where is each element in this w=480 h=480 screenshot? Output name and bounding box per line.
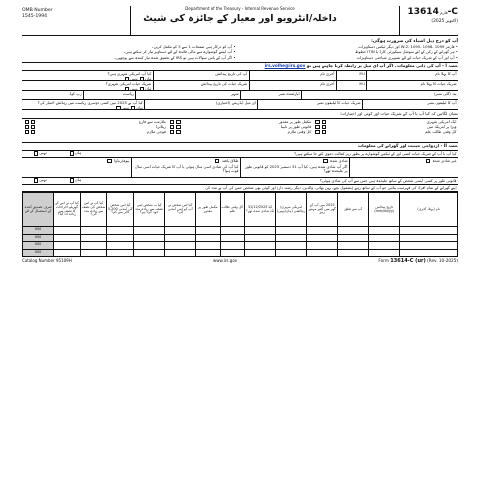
table-cell[interactable] (400, 242, 458, 250)
instruction-line: • فارمز W-2، 1095، 1098، 1099 اور دیگر ٹیکس دستاویزات (358, 44, 458, 50)
table-cell[interactable] (107, 234, 134, 242)
question-text: قانونی طور پر کسی ایسی شخص کے ساتھ علیحدہ ہیں جس سے آپ کی شادی ہوئی؟ (319, 177, 457, 183)
form-ref-prefix: Form (378, 257, 389, 263)
table-cell[interactable] (107, 227, 134, 235)
table-cell[interactable] (80, 234, 107, 242)
table-cell[interactable] (220, 249, 244, 257)
household-table (22, 192, 458, 257)
column-header: کل وقتی طالب علم (220, 193, 244, 227)
apartment-field[interactable]: اپارٹمنٹ نمبر (240, 91, 301, 99)
email-field[interactable]: ای میل ایڈریس (اختیاری) (144, 100, 257, 109)
column-header: نام (پہلا، آخری) (400, 193, 458, 227)
table-cell[interactable] (369, 242, 400, 250)
divorced-option (131, 158, 240, 177)
you-checkbox[interactable] (176, 120, 180, 124)
spouse-middle-initial-field[interactable]: M.I (336, 81, 367, 90)
question-row (22, 178, 458, 185)
column-header: کیا آپ نے اس شخص کی نصف سے زیادہ مدد کی؟ (80, 193, 107, 227)
option-label: کل وقتی ملازم (287, 129, 312, 135)
table-cell[interactable] (400, 227, 458, 235)
table-cell[interactable] (80, 242, 107, 250)
table-cell[interactable] (338, 249, 369, 257)
column-header: کیا اس شخص نے آپ کو اپنی آمدنی کی؟ (165, 193, 196, 227)
contact-row (22, 100, 458, 110)
answer-group: ہاں نہیں (22, 151, 92, 157)
part2-bar: حصہ II - ازدواجی حیثیت اور گھرانے کی معلومات (22, 143, 458, 151)
question-row (22, 151, 458, 158)
you-checkbox[interactable] (322, 130, 326, 134)
instruction-line: • اگر آپ کے پاس سوالات ہیں تو IRS کے تحقیق شدہ تیار کنندہ سے پوچھیں۔ (113, 54, 236, 60)
table-cell[interactable] (220, 227, 244, 235)
table-cell[interactable] (220, 234, 244, 242)
table-cell[interactable] (196, 234, 220, 242)
header-center (140, 7, 340, 24)
name-row (22, 71, 458, 81)
yes-checkbox[interactable] (140, 87, 144, 91)
column-header: کیا اس شخص کی آمدنی 5,200 ڈالر سے کم؟ (107, 193, 134, 227)
form-title: داخلہ/انٹرویو اور معیار کے جائزہ کی شیٹ (143, 12, 337, 24)
you-checkbox[interactable] (176, 130, 180, 134)
form-ref-number: 13614-C (ur) (390, 257, 426, 264)
irs-website: www.irs.gov (212, 257, 238, 263)
form-header (22, 6, 458, 36)
table-cell[interactable] (165, 242, 196, 250)
form-label: فارم (440, 10, 448, 15)
citizen-question: کیا آپ امریکی شہری ہیں؟ (107, 71, 152, 77)
option-label: کل وقتی طالب علم (425, 129, 457, 135)
spouse-birth-date-field[interactable]: شریک حیات کی تاریخ پیدائش (153, 81, 249, 90)
yes-label: ہاں (145, 75, 152, 81)
form-ref-revision: (Rev. 10-2025) (427, 257, 458, 263)
irs-email-link[interactable]: irs.volhe@irs.gov (264, 63, 306, 69)
address-row (22, 91, 458, 100)
omb-number: 1545-1994 (22, 13, 48, 19)
household-intro: اپنے گھرانے کے تمام افراد کی فہرست بنائیں جو آپ کے ساتھ رہے (بشمول بچے، بہن بھائی، والدین، دیگر رشتہ دار) اور کوئی بھی شخص جس کی آپ نے مدد کی (22, 185, 458, 192)
instructions (22, 36, 458, 63)
column-header: آپ سے تعلق (338, 193, 369, 227)
widowed-label: بیوہ/رنڈوا (114, 157, 130, 163)
table-cell[interactable] (54, 227, 81, 235)
form-reference (378, 259, 458, 265)
spouse-checkbox[interactable] (170, 125, 174, 129)
column-header: صرف تصدیق کنندہ کے استعمال کے لئے (23, 193, 54, 227)
verifier-cell: 000 (23, 234, 54, 242)
table-cell[interactable] (134, 249, 165, 257)
column-header: کیا یہ شخص اپنی نصف سے زیادہ مدد خود کرتا ہے؟ (134, 193, 165, 227)
table-cell[interactable] (244, 242, 275, 250)
header-divider-left (130, 6, 131, 35)
table-cell[interactable] (338, 227, 369, 235)
divorced-checkbox[interactable] (215, 159, 219, 163)
form-revision: (اکتوبر 2025) (431, 19, 458, 25)
no-label: نہیں (130, 75, 138, 81)
married-label: شادی شدہ (329, 157, 348, 163)
spouse-citizen-question: شریک حیات امریکی شہری؟ (105, 81, 152, 87)
no-checkbox[interactable] (34, 151, 38, 155)
you-checkbox[interactable] (176, 125, 180, 129)
table-cell[interactable] (80, 227, 107, 235)
table-cell[interactable] (276, 234, 307, 242)
yes-checkbox[interactable] (131, 106, 135, 110)
verifier-cell: 000 (23, 249, 54, 257)
spouse-checkbox[interactable] (25, 130, 29, 134)
omb-block (22, 8, 53, 19)
single-label: غیر شادی شدہ (432, 157, 457, 163)
form-number: 13614-C (407, 7, 458, 17)
you-checkbox[interactable] (322, 125, 326, 129)
yes-checkbox[interactable] (70, 178, 74, 182)
table-cell[interactable] (107, 249, 134, 257)
table-cell[interactable] (307, 242, 338, 250)
table-cell[interactable] (338, 234, 369, 242)
other-state-field (22, 100, 144, 109)
column-header: 2025 میں آپ کے گھر میں کتنے مہینے رہے (307, 193, 338, 227)
state-field[interactable]: ریاست (83, 91, 135, 99)
married-option (240, 158, 349, 177)
spouse-checkbox[interactable] (315, 125, 319, 129)
catalog-number: Catalog Number 95109H (22, 257, 72, 263)
option-label: قانونی طور پر نابینا (280, 123, 312, 129)
column-header: کیا آپ نے اس کے گھریلو اخراجات کا نصف سے زیادہ ادا کیا؟ (54, 193, 81, 227)
table-cell[interactable] (307, 227, 338, 235)
table-cell[interactable] (307, 249, 338, 257)
marital-status-row (22, 158, 458, 178)
table-cell[interactable] (165, 234, 196, 242)
divorced-label: طلاق یافتہ (221, 157, 239, 163)
column-header: کیا 31/12/2025 تک شادی شدہ تھے؟ (244, 193, 275, 227)
table-row (23, 249, 458, 257)
no-label: نہیں (130, 85, 138, 91)
table-cell[interactable] (276, 227, 307, 235)
phone-field[interactable]: آپ کا ٹیلیفون نمبر (362, 100, 458, 109)
table-cell[interactable] (244, 227, 275, 235)
widowed-option (22, 158, 131, 177)
table-cell[interactable] (338, 242, 369, 250)
year-question: کیا آپ کی شادی اسی سال ہوئی یا آپ کا شریک حیات اسی سال فوت ہوا؟ (134, 163, 239, 173)
table-cell[interactable] (165, 249, 196, 257)
yes-label: ہاں (136, 104, 143, 110)
yes-checkbox[interactable] (70, 151, 74, 155)
spouse-checkbox[interactable] (25, 120, 29, 124)
verifier-cell: 000 (23, 227, 54, 235)
table-row (23, 242, 458, 250)
instruction-line: • آپ ایسے گوشوارے سے مالی فائدہ کے لئے دستاویز تیار کر سکتے ہیں۔ (123, 49, 236, 55)
birth-date-field[interactable]: آپ کی تاریخ پیدائش (153, 71, 249, 80)
citizen-field (22, 71, 153, 80)
option-label: مکمل طور پر معذور (278, 118, 312, 124)
table-cell[interactable] (400, 234, 458, 242)
status-options (22, 119, 458, 143)
spouse-first-name-field[interactable]: شریک حیات کا پہلا نام (366, 81, 458, 90)
spouse-name-row (22, 81, 458, 91)
no-label: نہیں (121, 104, 129, 110)
no-checkbox[interactable] (34, 178, 38, 182)
option-label: ریٹائرڈ (155, 123, 166, 129)
separated-question: اگر آپ شادی شدہ ہیں، کیا آپ 31 دسمبر 2025 کو قانونی طور پر علیحدہ تھے؟ (245, 163, 348, 173)
instructions-right (244, 44, 458, 60)
street-address-field[interactable]: پتہ (گلی نمبر) (301, 91, 458, 99)
column-header: مکمل طور پر معذور (196, 193, 220, 227)
table-cell[interactable] (196, 227, 220, 235)
table-cell[interactable] (80, 249, 107, 257)
first-name-field[interactable]: آپ کا پہلا نام (366, 71, 458, 80)
instruction-line: • ہر گھرانے کے رکن کے لئے سوشل سیکورٹی کارڈ یا ITIN خطوط (355, 49, 458, 55)
single-option (349, 158, 458, 177)
table-cell[interactable] (244, 234, 275, 242)
table-header-row (23, 193, 458, 227)
table-cell[interactable] (54, 249, 81, 257)
spouse-checkbox[interactable] (315, 120, 319, 124)
option-label: فوجی ملازم (146, 129, 166, 135)
table-cell[interactable] (276, 242, 307, 250)
column-header: امریکی شہری/رہائشی (ہاں/نہیں) (276, 193, 307, 227)
table-cell[interactable] (196, 249, 220, 257)
you-checkbox[interactable] (31, 120, 35, 124)
table-cell[interactable] (196, 242, 220, 250)
table-cell[interactable] (400, 249, 458, 257)
part1-bar (22, 63, 458, 71)
married-checkbox[interactable] (323, 159, 327, 163)
table-cell[interactable] (165, 227, 196, 235)
table-cell[interactable] (276, 249, 307, 257)
option-label: ویزا پر امریکہ میں (427, 123, 457, 129)
question-text: کیا آپ یا آپ کے شریک حیات کسی اور کے ٹیکس گوشوارے پر بطور زیر کفالت دعوی کئے جا سکتے ہیں؟ (294, 150, 457, 156)
department-name: Department of the Treasury - Internal Revenue Service (185, 6, 295, 11)
option-label: ملازمت سے فارغ (139, 118, 166, 124)
omb-label: OMB Number (22, 8, 53, 13)
widowed-checkbox[interactable] (107, 159, 111, 163)
instruction-line: • آپ کو درکار ہیں صفحات 1 سے 3 کو مکمل کریں۔ (151, 44, 236, 50)
zip-field[interactable]: زپ کوڈ (69, 91, 82, 97)
status-column (22, 119, 167, 142)
middle-initial-field[interactable]: M.I (336, 71, 367, 80)
option-label: ایک امریکی شہری (426, 118, 457, 124)
you-checkbox[interactable] (31, 125, 35, 129)
spouse-checkbox[interactable] (170, 120, 174, 124)
spouse-citizen-field (22, 81, 153, 90)
spouse-checkbox[interactable] (315, 130, 319, 134)
spouse-last-name-field[interactable]: آخری نام (249, 81, 336, 90)
spouse-phone-field[interactable]: شریک حیات کا ٹیلیفون نمبر (257, 100, 362, 109)
last-name-field[interactable]: آخری نام (249, 71, 336, 80)
status-column (313, 119, 458, 142)
instructions-left (22, 44, 236, 60)
yes-label: ہاں (145, 85, 152, 91)
form-footer (22, 257, 458, 264)
table-cell[interactable] (307, 234, 338, 242)
part1-bar-text: حصہ I - آپ کی ذاتی معلومات۔ اگر آپ ای میل پر رابطہ کرنا چاہتے ہیں تو (306, 63, 458, 69)
table-cell[interactable] (369, 227, 400, 235)
table-cell[interactable] (134, 234, 165, 242)
table-cell[interactable] (134, 242, 165, 250)
spouse-checkbox[interactable] (25, 125, 29, 129)
verifier-cell: 000 (23, 242, 54, 250)
column-header: تاریخ پیدائش (mm/dd/yy) (369, 193, 400, 227)
other-state-question: کیا آپ نے 2025 میں کسی دوسری ریاست میں رہائش اختیار کی؟ (37, 100, 143, 106)
form-number-block (408, 7, 458, 24)
no-checkbox[interactable] (116, 106, 120, 110)
single-checkbox[interactable] (426, 159, 430, 163)
status-column (167, 119, 312, 142)
table-cell[interactable] (220, 242, 244, 250)
answer-group: ہاں نہیں (22, 178, 92, 184)
table-cell[interactable] (107, 242, 134, 250)
table-row (23, 227, 458, 235)
table-cell[interactable] (134, 227, 165, 235)
instruction-line: • آپ اور آپ کے شریک حیات کے لئے تصویری شناختی دستاویزات (356, 54, 458, 60)
instructions-heading: آپ کو درج ذیل اشیاء کی ضرورت ہوگی: (371, 39, 458, 44)
table-cell[interactable] (369, 234, 400, 242)
city-field[interactable]: شہر (135, 91, 240, 99)
status-heading: نشان لگائیں کہ کیا آپ یا آپ کے شریک حیات اور کوئی اور اختیارات: (22, 110, 458, 118)
table-cell[interactable] (244, 249, 275, 257)
header-divider-right (399, 6, 400, 35)
spouse-checkbox[interactable] (170, 130, 174, 134)
table-cell[interactable] (54, 234, 81, 242)
table-cell[interactable] (369, 249, 400, 257)
table-cell[interactable] (54, 242, 81, 250)
you-checkbox[interactable] (322, 120, 326, 124)
you-checkbox[interactable] (31, 130, 35, 134)
table-row (23, 234, 458, 242)
